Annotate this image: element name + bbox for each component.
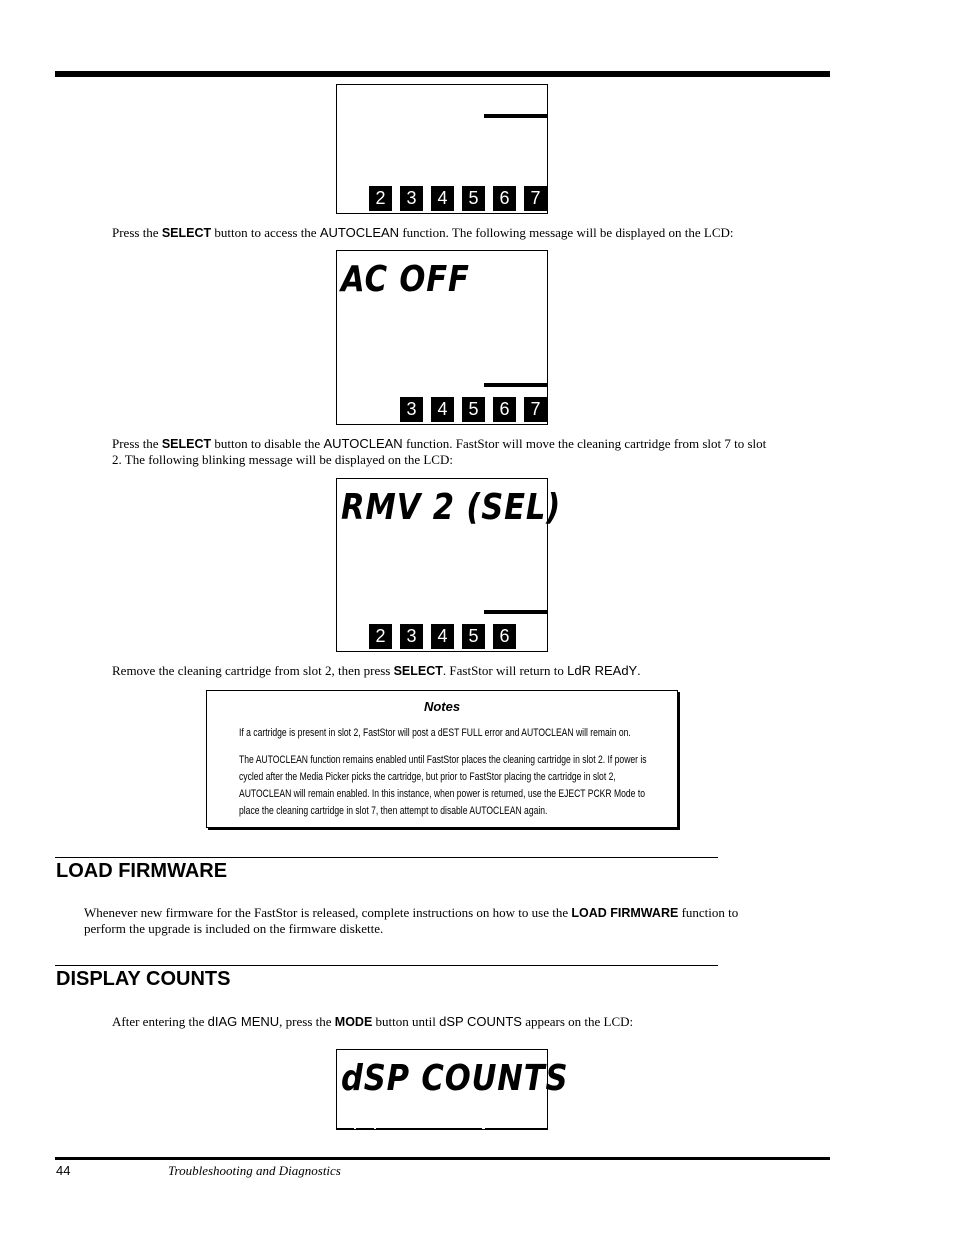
- autoclean-keyword: AUTOCLEAN: [319, 225, 400, 240]
- lcd-text: RMV 2 (SEL): [341, 487, 562, 528]
- paragraph-load-firmware: [84, 905, 824, 937]
- text: .: [637, 663, 641, 678]
- mode-keyword: MODE: [334, 1015, 373, 1029]
- lcd-display-1: [336, 84, 548, 214]
- paragraph-disable-autoclean: [112, 436, 832, 468]
- slot-indicator: 7: [524, 186, 547, 211]
- lcd-text: AC OFF: [341, 259, 470, 300]
- lcd-indicator-bar: [484, 114, 548, 118]
- slot-indicator: 2: [369, 186, 392, 211]
- paragraph-remove-cartridge: [112, 663, 640, 679]
- text: function to: [678, 905, 739, 920]
- lcd-indicator-bar: [484, 383, 548, 387]
- slot-indicator: 3: [400, 186, 423, 211]
- text: button until: [372, 1014, 440, 1029]
- ldr-ready-keyword: LdR REAdY: [567, 663, 638, 678]
- section-rule: [55, 857, 718, 858]
- slot-indicator: 4: [431, 397, 454, 422]
- note-paragraph: The AUTOCLEAN function remains enabled until FastStor places the cleaning cartridge in slot 2. If power is cycled after the Media Picker picks the cartridge, but prior to FastStor placing the cartridge in slot 2, AUTOCLEAN will remain enabled. In this instance, when power is returned, use the EJECT PCKR Mode to place the cleaning cartridge in slot 7, then attempt to disable AUTOCLEAN again.: [239, 754, 647, 817]
- lcd-display-2: [336, 250, 548, 425]
- text: perform the upgrade is included on the firmware diskette.: [84, 921, 384, 936]
- text: , press the: [279, 1014, 335, 1029]
- load-firmware-keyword: LOAD FIRMWARE: [571, 906, 679, 920]
- select-keyword: SELECT: [161, 226, 212, 240]
- bottom-rule: [55, 1157, 830, 1160]
- autoclean-keyword: AUTOCLEAN: [323, 436, 403, 451]
- slot-indicator: 5: [462, 397, 485, 422]
- slot-indicator: 3: [400, 624, 423, 649]
- slot-indicator: 6: [493, 624, 516, 649]
- text: Press the: [112, 225, 162, 240]
- top-rule: [55, 71, 830, 77]
- text: Whenever new firmware for the FastStor is released, complete instructions on how to use the: [84, 905, 572, 920]
- paragraph-access-autoclean: [112, 225, 734, 241]
- note-paragraph: If a cartridge is present in slot 2, FastStor will post a dEST FULL error and AUTOCLEAN will remain on.: [239, 727, 631, 739]
- lcd-text: dSP COUNTS: [341, 1058, 569, 1099]
- footer-title: Troubleshooting and Diagnostics: [168, 1163, 341, 1178]
- lcd-segment: [485, 1128, 547, 1129]
- slot-indicator: 4: [431, 624, 454, 649]
- text: 2. The following blinking message will be displayed on the LCD:: [112, 452, 453, 467]
- text: Press the: [112, 436, 162, 451]
- slot-indicator: 6: [493, 397, 516, 422]
- text: Remove the cleaning cartridge from slot 2, then press: [112, 663, 394, 678]
- section-heading-load-firmware: LOAD FIRMWARE: [56, 860, 228, 882]
- slot-indicator: 5: [462, 186, 485, 211]
- text: function. The following message will be displayed on the LCD:: [399, 225, 734, 240]
- slot-indicator: 5: [462, 624, 485, 649]
- page-number: 44: [56, 1163, 71, 1178]
- slot-indicators: [369, 186, 547, 211]
- diag-menu-keyword: dIAG MENU: [207, 1014, 280, 1029]
- notes-box: [206, 690, 678, 828]
- text: After entering the: [112, 1014, 208, 1029]
- select-keyword: SELECT: [161, 437, 212, 451]
- text: function. FastStor will move the cleaning cartridge from slot 7 to slot: [402, 436, 767, 451]
- lcd-segment: [356, 1128, 374, 1129]
- text: appears on the LCD:: [521, 1014, 634, 1029]
- slot-indicator: 7: [524, 397, 547, 422]
- slot-indicator: 3: [400, 397, 423, 422]
- lcd-segment: [337, 1128, 354, 1129]
- lcd-indicator-bar: [484, 610, 548, 614]
- slot-indicator: 2: [369, 624, 392, 649]
- paragraph-display-counts: [112, 1014, 633, 1030]
- slot-indicators: [400, 397, 547, 422]
- select-keyword: SELECT: [393, 664, 443, 678]
- lcd-segment: [376, 1128, 482, 1129]
- text: button to access the: [211, 225, 320, 240]
- notes-title: Notes: [423, 699, 461, 714]
- lcd-display-3: [336, 478, 562, 652]
- slot-indicator: 6: [493, 186, 516, 211]
- section-rule: [55, 965, 718, 966]
- slot-indicators: [369, 624, 516, 649]
- dsp-counts-keyword: dSP COUNTS: [439, 1014, 522, 1029]
- slot-indicator: 4: [431, 186, 454, 211]
- section-heading-display-counts: DISPLAY COUNTS: [56, 968, 231, 990]
- lcd-display-4: [336, 1049, 569, 1130]
- text: . FastStor will return to: [442, 663, 568, 678]
- text: button to disable the: [211, 436, 324, 451]
